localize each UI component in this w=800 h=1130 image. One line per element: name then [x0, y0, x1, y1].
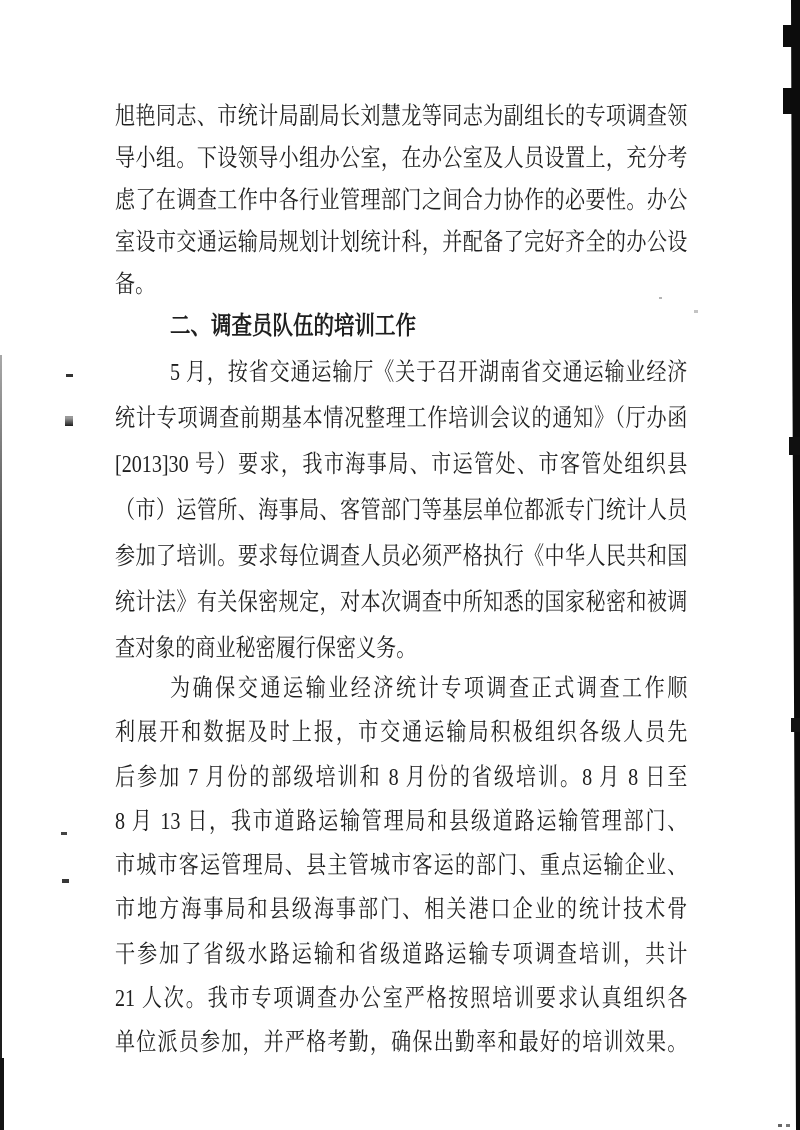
scan-margin-dash	[62, 879, 69, 883]
text-line: 统计专项调查前期基本情况整理工作培训会议的通知》（厅办函	[115, 405, 688, 432]
text-line: 统计法》有关保密规定，对本次调查中所知悉的国家秘密和被调	[115, 589, 688, 616]
scan-margin-blot	[65, 416, 73, 426]
text-line: 市城市客运管理局、县主管城市客运的部门、重点运输企业、	[115, 852, 688, 880]
text-line: 21 人次。我市专项调查办公室严格按照培训要求认真组织各	[115, 985, 688, 1013]
text-line: 干参加了省级水路运输和省级道路运输专项调查培训，共计	[115, 940, 688, 968]
scan-edge-left-corner	[0, 1058, 4, 1130]
text-line: 利展开和数据及时上报，市交通运输局积极组织各级人员先	[115, 719, 688, 747]
text-line: 虑了在调查工作中各行业管理部门之间合力协作的必要性。办公	[115, 187, 688, 214]
text-line: 备。	[115, 271, 156, 298]
scan-bottom-dot	[786, 1124, 790, 1127]
scan-edge-right-bump	[789, 437, 800, 455]
paragraph-1	[115, 96, 687, 306]
text-line: 为确保交通运输业经济统计专项调查正式调查工作顺	[169, 675, 688, 702]
text-line: 5 月，按省交通运输厅《关于召开湖南省交通运输业经济	[169, 359, 688, 386]
text-line: 室设市交通运输局规划计划统计科，并配备了完好齐全的办公设	[115, 229, 688, 256]
text-line: 市地方海事局和县级海事部门、相关港口企业的统计技术骨	[115, 896, 688, 924]
text-line: （市）运管所、海事局、客管部门等基层单位都派专门统计人员	[115, 497, 688, 524]
text-line: 8 月 13 日，我市道路运输管理局和县级道路运输管理部门、	[115, 807, 688, 835]
section-heading	[115, 306, 687, 348]
scan-speck	[694, 310, 698, 313]
scan-margin-dash	[66, 374, 73, 377]
text-line: [2013]30 号）要求，我市海事局、市运管处、市客管处组织县	[115, 451, 688, 478]
scan-edge-right-bump	[791, 718, 800, 732]
section-heading-text: 二、调查员队伍的培训工作	[169, 313, 416, 340]
scan-edge-right	[783, 0, 800, 1130]
scan-edge-right-bump	[783, 88, 800, 114]
text-line: 后参加 7 月份的部级培训和 8 月份的省级培训。8 月 8 日至	[115, 763, 688, 791]
scan-edge-right-bump	[783, 25, 800, 47]
text-line: 旭艳同志、市统计局副局长刘慧龙等同志为副组长的专项调查领	[115, 103, 688, 130]
text-line: 单位派员参加，并严格考勤，确保出勤率和最好的培训效果。	[115, 1029, 688, 1057]
text-line: 参加了培训。要求每位调查人员必须严格执行《中华人民共和国	[115, 543, 688, 570]
paragraph-2	[115, 350, 687, 672]
text-line: 导小组。下设领导小组办公室，在办公室及人员设置上，充分考	[115, 145, 688, 172]
scan-edge-left	[0, 355, 2, 1130]
scan-bottom-dot	[778, 1124, 782, 1127]
paragraph-3	[115, 667, 687, 1066]
scan-margin-dash	[61, 832, 67, 835]
scan-speck	[659, 297, 662, 299]
text-line: 查对象的商业秘密履行保密义务。	[115, 635, 417, 662]
